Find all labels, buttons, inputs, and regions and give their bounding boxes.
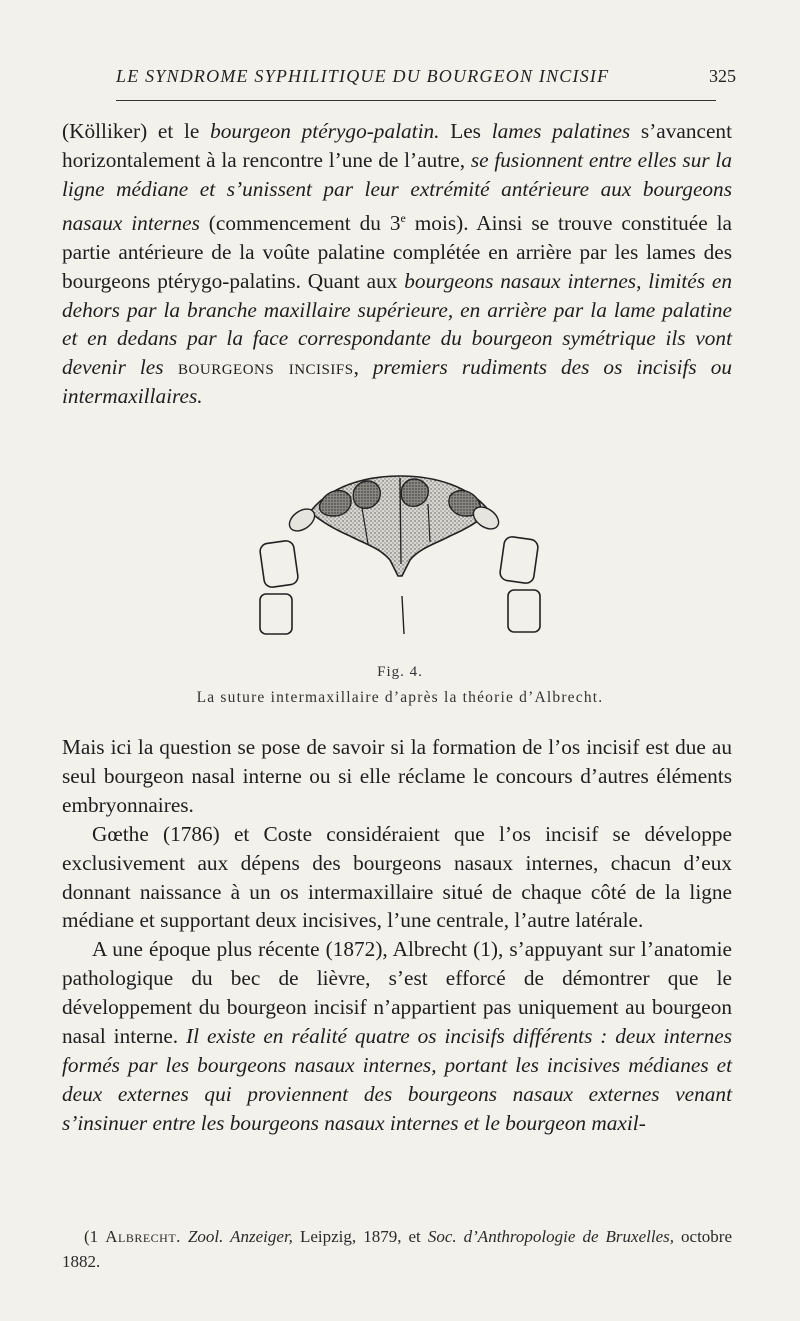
footnote: (1 Albrecht. Zool. Anzeiger, Leipzig, 1879, et Soc. d’Anthropologie de Bruxelles, octobre 1882.: [62, 1227, 733, 1271]
tooth-box-right-upper: [499, 536, 539, 584]
median-suture: [400, 478, 401, 564]
running-header: [62, 66, 740, 94]
figure-4: [0, 464, 800, 664]
incisor-crypt-3: [401, 479, 428, 506]
tooth-box-left-upper: [259, 540, 299, 588]
paragraph-1: Mais ici la question se pose de savoir si la formation de l’os incisif est due au seul bourgeon nasal interne ou si elle réclame le concours d’autres éléments embryonnaires.: [62, 735, 732, 817]
tooth-box-right-lower: [508, 590, 540, 632]
figure-label: Fig. 4.: [377, 664, 423, 680]
top-text-block: [62, 117, 732, 411]
top-paragraph: (Kölliker) et le bourgeon ptérygo-palatin. Les lames palatines s’avancent horizontalement à la rencontre l’une de l’autre, se fusionnent entre elles sur la ligne médiane et s’unissent par leur extrémité antérieure aux bourgeons nasaux internes (commencement du 3e mois). Ainsi se trouve constituée la partie antérieure de la voûte palatine complétée en arrière par les lames des bourgeons ptérygo-palatins. Quant aux bourgeons nasaux internes, limités en dehors par la branche maxillaire supérieure, en arrière par la lame palatine et en dedans par la face correspondante du bourgeon symétrique ils vont devenir les bourgeons incisifs, premiers rudiments des os incisifs ou intermaxillaires.: [62, 119, 732, 409]
page-number: 325: [709, 66, 736, 86]
paragraph-3: A une époque plus récente (1872), Albrecht (1), s’appuyant sur l’anatomie pathologique du bec de lièvre, s’est efforcé de démontrer que le développement du bourgeon incisif n’appartient pas uniquement au bourgeon nasal interne. Il existe en réalité quatre os incisifs différents : deux internes formés par les bourgeons nasaux internes, portant les incisives médianes et deux externes qui proviennent des bourgeons nasaux externes venant s’insinuer entre les bourgeons nasaux internes et le bourgeon maxil-: [62, 937, 732, 1135]
incisor-crypt-2: [353, 481, 380, 508]
intermaxillary-suture-diagram: [250, 464, 550, 664]
paragraph-2: Gœthe (1786) et Coste considéraient que l’os incisif se développe exclusivement aux dépens des bourgeons nasaux internes, chacun d’eux donnant naissance à un os intermaxillaire situé de chaque côté de la ligne médiane et supportant deux incisives, l’une centrale, l’autre latérale.: [62, 821, 732, 933]
running-title: LE SYNDROME SYPHILITIQUE DU BOURGEON INCISIF: [116, 66, 610, 86]
median-line: [402, 596, 404, 634]
incisor-crypt-1: [320, 490, 351, 516]
body-text-block: [62, 733, 732, 1138]
figure-caption: La suture intermaxillaire d’après la théorie d’Albrecht.: [196, 689, 604, 706]
tooth-box-left-lower: [260, 594, 292, 634]
header-rule: [116, 100, 716, 101]
